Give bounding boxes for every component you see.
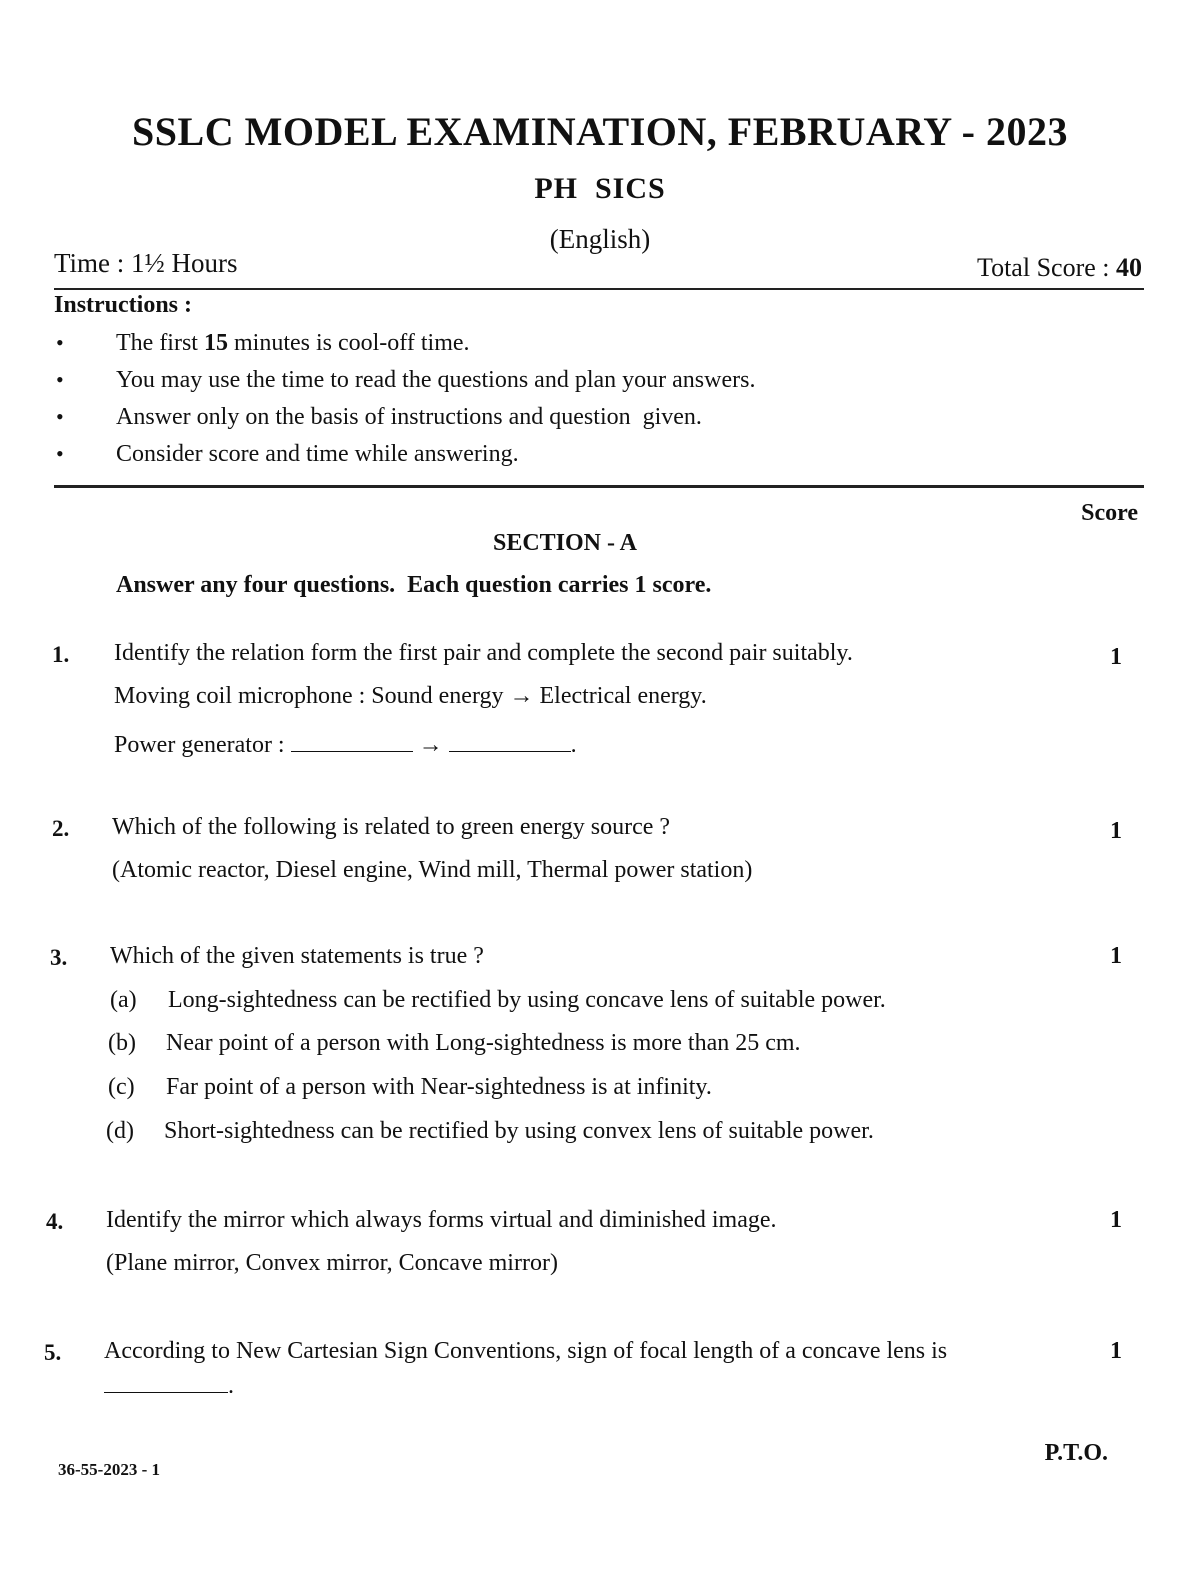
section-title: SECTION - A — [492, 530, 638, 556]
question-number: 4. — [46, 1209, 64, 1234]
question-options: (Atomic reactor, Diesel engine, Wind mill, Thermal power station) — [112, 857, 753, 883]
option-label: (a) — [110, 987, 137, 1013]
answer-blank[interactable] — [449, 727, 571, 752]
option-text: Long-sightedness can be rectified by using concave lens of suitable power. — [168, 987, 886, 1013]
total-score-label: Total Score : — [977, 253, 1116, 282]
question-text: Identify the mirror which always forms virtual and diminished image. — [106, 1207, 777, 1233]
pto-label: P.T.O. — [1044, 1440, 1108, 1466]
option-item — [108, 1074, 712, 1101]
question-options: (Plane mirror, Convex mirror, Concave mirror) — [106, 1250, 558, 1276]
score-column-heading: Score — [1081, 500, 1138, 526]
language-label: (English) — [549, 224, 651, 254]
question-blank-line: . — [104, 1368, 234, 1400]
option-label: (c) — [108, 1074, 135, 1100]
instructions-heading: Instructions : — [54, 292, 193, 318]
subject-title: PH SICS — [534, 172, 666, 205]
question-score: 1 — [1110, 644, 1122, 670]
option-item — [106, 1118, 874, 1145]
option-label: (b) — [108, 1030, 136, 1056]
option-text: Short-sightedness can be rectified by using convex lens of suitable power. — [164, 1118, 874, 1144]
bullet-icon: • — [56, 404, 64, 429]
bullet-icon: • — [56, 441, 64, 466]
question-text: Which of the following is related to green energy source ? — [112, 814, 671, 840]
answer-blank[interactable] — [104, 1368, 228, 1393]
option-item — [110, 987, 886, 1014]
question-score: 1 — [1110, 1207, 1122, 1233]
question-prompt: Power generator : → . — [114, 727, 577, 759]
time-allowed: Time : 1½ Hours — [54, 248, 238, 278]
question-score: 1 — [1110, 818, 1122, 844]
total-score-value: 40 — [1116, 253, 1142, 282]
section-instruction: Answer any four questions. Each question carries 1 score. — [116, 572, 712, 598]
option-text: Near point of a person with Long-sightedness is more than 25 cm. — [166, 1030, 801, 1056]
total-score — [977, 253, 1142, 283]
paper-code: 36-55-2023 - 1 — [58, 1460, 160, 1479]
bullet-icon: • — [56, 367, 64, 392]
instruction-item: • The first 15 minutes is cool-off time. — [56, 330, 470, 356]
answer-blank[interactable] — [291, 727, 413, 752]
question-score: 1 — [1110, 943, 1122, 969]
question-number: 2. — [52, 816, 70, 841]
instruction-item: • You may use the time to read the questions and plan your answers. — [56, 367, 756, 393]
option-item — [108, 1030, 801, 1057]
question-text: Which of the given statements is true ? — [110, 943, 484, 969]
question-text: Identify the relation form the first pair and complete the second pair suitably. — [114, 640, 853, 666]
bullet-icon: • — [56, 330, 64, 355]
question-text: According to New Cartesian Sign Conventions, sign of focal length of a concave lens is — [104, 1338, 948, 1364]
instruction-item: • Answer only on the basis of instructions and question given. — [56, 404, 702, 430]
question-number: 1. — [52, 642, 70, 667]
option-label: (d) — [106, 1118, 134, 1144]
question-number: 3. — [50, 945, 68, 970]
question-number: 5. — [44, 1340, 62, 1365]
exam-title: SSLC MODEL EXAMINATION, FEBRUARY - 2023 — [132, 109, 1068, 154]
question-score: 1 — [1110, 1338, 1122, 1364]
option-text: Far point of a person with Near-sightedness is at infinity. — [166, 1074, 712, 1100]
question-example: Moving coil microphone : Sound energy → Electrical energy. — [114, 683, 707, 709]
instruction-item: • Consider score and time while answering. — [56, 441, 519, 467]
instructions-list — [54, 330, 755, 478]
instructions-divider — [54, 485, 1144, 488]
arrow-icon: → — [418, 732, 443, 758]
header-divider — [54, 288, 1144, 290]
